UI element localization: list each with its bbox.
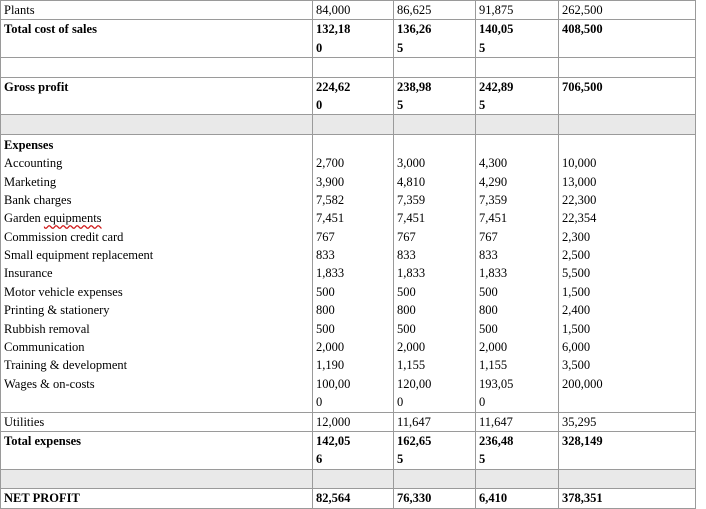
value-cell: 162,65 5	[394, 431, 476, 469]
expense-value: 500	[397, 284, 416, 299]
value-cell: 12,000	[313, 412, 394, 431]
expense-label: Communication	[4, 340, 85, 355]
expense-value: 767	[397, 229, 416, 244]
expense-label: Garden equipments	[4, 211, 102, 226]
value-cell: 328,149	[559, 431, 696, 469]
expense-value: 1,500	[562, 284, 591, 299]
expense-value: 500	[316, 321, 335, 336]
expense-value: 500	[397, 321, 416, 336]
expense-value: 1,833	[397, 266, 426, 281]
expense-value: 800	[479, 303, 498, 318]
expense-value: 22,300	[562, 192, 597, 207]
value-cell: 242,89 5	[476, 77, 559, 115]
expense-value: 7,359	[479, 192, 508, 207]
value-cell: 224,62 0	[313, 77, 394, 115]
expenses-block	[1, 134, 696, 412]
expense-value: 1,155	[479, 358, 508, 373]
expense-label: Insurance	[4, 266, 53, 281]
value-cell: 11,647	[476, 412, 559, 431]
row-label: Gross profit	[1, 77, 313, 115]
expense-value: 0	[397, 395, 404, 410]
row-label	[1, 58, 313, 77]
row-label: Total expenses	[1, 431, 313, 469]
expense-label: Wages & on-costs	[4, 376, 95, 391]
value-cell	[394, 115, 476, 134]
expense-value: 767	[316, 229, 335, 244]
row-label: Total cost of sales	[1, 20, 313, 58]
expense-values-col	[476, 134, 559, 412]
value-cell: 408,500	[559, 20, 696, 58]
row-label	[1, 469, 313, 488]
expense-value: 767	[479, 229, 498, 244]
expense-value: 833	[397, 248, 416, 263]
expense-value: 7,451	[316, 211, 345, 226]
expense-value: 7,582	[316, 192, 345, 207]
expense-value: 1,833	[316, 266, 345, 281]
value-cell	[476, 115, 559, 134]
table-row	[1, 1, 696, 20]
spacer-row	[1, 58, 696, 77]
value-cell: 84,000	[313, 1, 394, 20]
value-cell	[559, 58, 696, 77]
expense-value: 0	[316, 395, 323, 410]
expense-value: 3,000	[397, 156, 426, 171]
value-cell	[313, 58, 394, 77]
expense-value: 7,451	[397, 211, 426, 226]
expense-value: 10,000	[562, 156, 597, 171]
expense-value: 1,155	[397, 358, 426, 373]
row-label	[1, 115, 313, 134]
expense-value: 120,00	[397, 376, 432, 391]
value-cell: 136,26 5	[394, 20, 476, 58]
expense-label: Accounting	[4, 156, 63, 171]
row-label: NET PROFIT	[1, 489, 313, 508]
value-cell	[394, 58, 476, 77]
expense-value: 4,300	[479, 156, 508, 171]
utilities-row	[1, 412, 696, 431]
expense-label: Marketing	[4, 174, 57, 189]
expense-value: 2,000	[479, 340, 508, 355]
expense-value: 4,810	[397, 174, 426, 189]
expense-label: Training & development	[4, 358, 128, 373]
expense-label: Rubbish removal	[4, 321, 90, 336]
gross-profit-row	[1, 77, 696, 115]
table-body	[1, 1, 696, 509]
expense-value: 3,500	[562, 358, 591, 373]
expense-label: Printing & stationery	[4, 303, 110, 318]
expense-value: 1,833	[479, 266, 508, 281]
expense-value: 2,400	[562, 303, 591, 318]
expense-label: Motor vehicle expenses	[4, 284, 123, 299]
expense-value: 500	[479, 284, 498, 299]
value-cell	[476, 469, 559, 488]
expense-value: 0	[479, 395, 486, 410]
expense-value: 200,000	[562, 376, 603, 391]
row-label: Plants	[1, 1, 313, 20]
expense-value: 2,000	[397, 340, 426, 355]
expense-value: 833	[479, 248, 498, 263]
separator-row	[1, 115, 696, 134]
value-cell: 35,295	[559, 412, 696, 431]
expense-value: 13,000	[562, 174, 597, 189]
value-cell: 91,875	[476, 1, 559, 20]
value-cell	[313, 469, 394, 488]
expenses-heading: Expenses	[4, 137, 54, 152]
expense-label: Commission credit card	[4, 229, 124, 244]
expense-value: 4,290	[479, 174, 508, 189]
value-cell	[559, 115, 696, 134]
expense-value: 22,354	[562, 211, 597, 226]
value-cell: 140,05 5	[476, 20, 559, 58]
expense-value: 7,359	[397, 192, 426, 207]
expenses-labels	[1, 134, 313, 412]
expense-value: 1,190	[316, 358, 345, 373]
value-cell: 76,330	[394, 489, 476, 508]
expense-value: 2,500	[562, 248, 591, 263]
value-cell: 6,410	[476, 489, 559, 508]
expense-value: 833	[316, 248, 335, 263]
value-cell: 82,564	[313, 489, 394, 508]
expense-values-col	[313, 134, 394, 412]
expense-value: 7,451	[479, 211, 508, 226]
expense-label: Bank charges	[4, 192, 72, 207]
expense-label: Small equipment replacement	[4, 248, 154, 263]
expense-value: 800	[397, 303, 416, 318]
value-cell: 262,500	[559, 1, 696, 20]
expense-value: 100,00	[316, 376, 351, 391]
net-profit-row	[1, 489, 696, 508]
value-cell: 236,48 5	[476, 431, 559, 469]
expense-value: 500	[479, 321, 498, 336]
row-label: Utilities	[1, 412, 313, 431]
value-cell: 132,18 0	[313, 20, 394, 58]
expense-value: 6,000	[562, 340, 591, 355]
expense-value: 2,300	[562, 229, 591, 244]
value-cell	[559, 469, 696, 488]
value-cell: 86,625	[394, 1, 476, 20]
table-row	[1, 20, 696, 58]
value-cell	[313, 115, 394, 134]
expense-value: 5,500	[562, 266, 591, 281]
expense-value: 193,05	[479, 376, 514, 391]
expense-value: 1,500	[562, 321, 591, 336]
expense-value: 3,900	[316, 174, 345, 189]
value-cell: 378,351	[559, 489, 696, 508]
expense-value: 800	[316, 303, 335, 318]
expense-value: 500	[316, 284, 335, 299]
value-cell	[394, 469, 476, 488]
value-cell	[476, 58, 559, 77]
misspelled-word: equipments	[43, 211, 102, 226]
expense-values-col	[394, 134, 476, 412]
separator-row	[1, 469, 696, 488]
expense-value: 2,000	[316, 340, 345, 355]
value-cell: 706,500	[559, 77, 696, 115]
value-cell: 238,98 5	[394, 77, 476, 115]
expense-value: 2,700	[316, 156, 345, 171]
expense-values-col	[559, 134, 696, 412]
total-expenses-row	[1, 431, 696, 469]
value-cell: 142,05 6	[313, 431, 394, 469]
value-cell: 11,647	[394, 412, 476, 431]
